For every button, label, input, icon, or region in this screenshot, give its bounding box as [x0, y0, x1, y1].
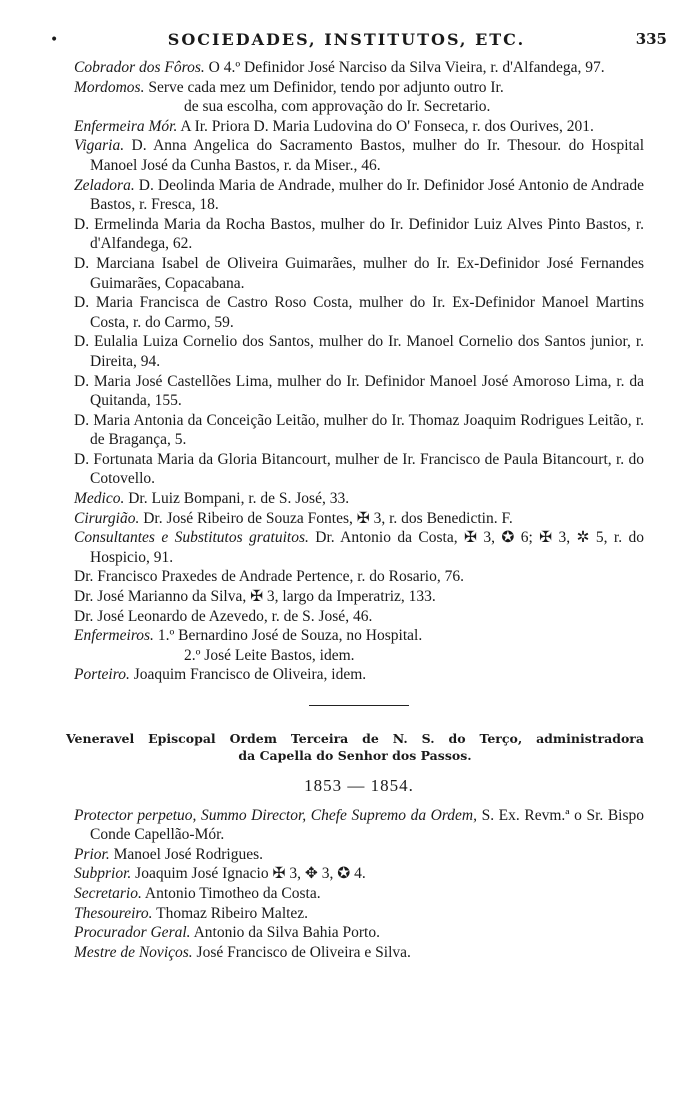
section-heading — [66, 730, 644, 764]
entry-role: Protector perpetuo, Summo Director, Chefe Supremo da Ordem, — [74, 806, 478, 824]
entry-text: S. Ex. Revm.ª o Sr. Bispo Conde Capellão-Mór. — [90, 806, 645, 844]
entry-text: Joaquim José Ignacio ✠ 3, ✥ 3, ✪ 4. — [135, 865, 366, 883]
entry-consultante-3 — [74, 587, 644, 607]
entry-zeladora-3 — [74, 254, 644, 293]
section-divider — [309, 705, 409, 706]
page-body — [66, 58, 645, 962]
entry-text: D. Maria Francisca de Castro Roso Costa, mulher do Ir. Ex-Definidor Manoel Martins Costa, r. do Carmo, 59. — [74, 294, 644, 331]
entry-subprior — [74, 864, 644, 884]
entry-role: Secretario. — [74, 884, 142, 902]
entry-role: Cirurgião. — [74, 509, 140, 527]
entry-zeladora-5 — [74, 332, 644, 371]
entry-zeladora-2 — [74, 215, 644, 254]
entry-role: Prior. — [74, 845, 110, 863]
entry-zeladora-4 — [74, 293, 644, 332]
entry-text: D. Maria José Castellões Lima, mulher do Ir. Definidor Manoel José Amoroso Lima, r. da Quitanda, 155. — [74, 372, 644, 410]
entry-enfermeiros — [74, 626, 644, 665]
entry-consultante-2 — [74, 567, 644, 587]
entry-role: Consultantes e Substitutos gratuitos. — [74, 529, 309, 547]
entry-zeladora-8 — [74, 450, 644, 489]
header-mark: • — [50, 32, 59, 48]
entry-protector — [74, 806, 644, 845]
entry-role: Cobrador dos Fôros. — [74, 59, 205, 76]
entry-text: 1.º Bernardino José de Souza, no Hospital. — [157, 627, 423, 645]
entry-text: D. Anna Angelica do Sacramento Bastos, mulher do Ir. Thesour. do Hospital Manoel José da Cunha Bastos, r. da Miser., 46. — [90, 137, 644, 174]
entry-role: Procurador Geral. — [74, 924, 191, 942]
entry-zeladora-6 — [74, 372, 644, 411]
entry-enfermeira-mor — [74, 117, 644, 137]
entry-porteiro — [74, 665, 644, 685]
entry-zeladora-7 — [74, 411, 644, 450]
entry-text: D. Maria Antonia da Conceição Leitão, mulher do Ir. Thomaz Joaquim Rodrigues Leitão, r. de Bragança, 5. — [74, 411, 644, 449]
entry-text: Dr. Francisco Praxedes de Andrade Pertence, r. do Rosario, 76. — [74, 568, 464, 586]
section-title-line-1: Veneravel Episcopal Ordem Terceira de N. S. do Terço, administradora — [66, 731, 644, 746]
entry-text: Antonio da Silva Bahia Porto. — [193, 924, 380, 942]
entry-continuation: 2.º José Leite Bastos, idem. — [184, 646, 355, 664]
entry-zeladora — [74, 176, 644, 215]
page-header — [0, 30, 693, 54]
section-directory-list — [74, 806, 644, 963]
page-number: 335 — [635, 30, 667, 48]
entry-mestre-novicos — [74, 943, 644, 963]
section-years: 1853 — 1854. — [304, 776, 414, 795]
entry-text: Dr. José Marianno da Silva, ✠ 3, largo da Imperatriz, 133. — [74, 588, 436, 606]
entry-role: Zeladora. — [74, 176, 135, 194]
entry-text: Serve cada mez um Definidor, tendo por adjunto outro Ir. — [148, 78, 504, 96]
entry-text: D. Ermelinda Maria da Rocha Bastos, mulher do Ir. Definidor Luiz Alves Pinto Bastos, r. d'Alfandega, 62. — [74, 215, 644, 253]
entry-continuation: de sua escolha, com approvação do Ir. Secretario. — [184, 98, 491, 116]
entry-procurador — [74, 923, 644, 943]
entry-cirurgiao — [74, 509, 644, 529]
entry-text: Dr. José Ribeiro de Souza Fontes, ✠ 3, r. dos Benedictin. F. — [143, 509, 513, 527]
entry-role: Medico. — [74, 490, 125, 508]
entry-role: Subprior. — [74, 865, 132, 883]
entry-role: Mestre de Noviços. — [74, 943, 193, 961]
entry-consultante-4 — [74, 607, 644, 627]
entry-text: O 4.º Definidor José Narciso da Silva Vieira, r. d'Alfandega, 97. — [208, 59, 605, 76]
entry-text: Dr. José Leonardo de Azevedo, r. de S. José, 46. — [74, 607, 373, 625]
entry-text: José Francisco de Oliveira e Silva. — [196, 943, 411, 961]
entry-medico — [74, 489, 644, 509]
entry-text: D. Fortunata Maria da Gloria Bitancourt, mulher de Ir. Francisco de Paula Bitancourt, r. do Cotovello. — [74, 450, 644, 488]
entry-text: D. Marciana Isabel de Oliveira Guimarães, mulher do Ir. Ex-Definidor José Fernandes Guimarães, Copacabana. — [74, 254, 644, 292]
entry-text: Dr. Luiz Bompani, r. de S. José, 33. — [128, 490, 350, 508]
entry-mordomos — [74, 78, 644, 117]
entry-cobrador — [74, 58, 644, 78]
section-title-line-2: da Capella do Senhor dos Passos. — [238, 748, 472, 763]
entry-text: D. Eulalia Luiza Cornelio dos Santos, mulher do Ir. Manoel Cornelio dos Santos junior, r. Direita, 94. — [74, 333, 644, 370]
entry-role: Mordomos. — [74, 78, 145, 96]
entry-role: Enfermeiros. — [74, 627, 154, 645]
entry-text: Dr. Antonio da Costa, ✠ 3, ✪ 6; ✠ 3, ✲ 5, r. do Hospicio, 91. — [90, 529, 644, 566]
entry-prior — [74, 845, 644, 865]
entry-text: A Ir. Priora D. Maria Ludovina do O' Fonseca, r. dos Ourives, 201. — [180, 117, 594, 135]
entry-vigaria — [74, 136, 644, 175]
entry-role: Thesoureiro. — [74, 904, 153, 922]
entry-consultantes — [74, 528, 644, 567]
entry-text: Thomaz Ribeiro Maltez. — [156, 904, 309, 922]
directory-list — [74, 58, 644, 685]
entry-text: Joaquim Francisco de Oliveira, idem. — [133, 666, 367, 684]
running-title: SOCIEDADES, INSTITUTOS, ETC. — [167, 30, 526, 49]
entry-text: Antonio Timotheo da Costa. — [144, 884, 321, 902]
entry-text: D. Deolinda Maria de Andrade, mulher do Ir. Definidor José Antonio de Andrade Bastos, r. Fresca, 18. — [90, 176, 644, 214]
entry-role: Porteiro. — [74, 666, 130, 684]
entry-role: Enfermeira Mór. — [74, 117, 178, 135]
entry-role: Vigaria. — [74, 137, 125, 155]
entry-thesoureiro — [74, 904, 644, 924]
entry-text: Manoel José Rodrigues. — [113, 845, 264, 863]
entry-secretario — [74, 884, 644, 904]
